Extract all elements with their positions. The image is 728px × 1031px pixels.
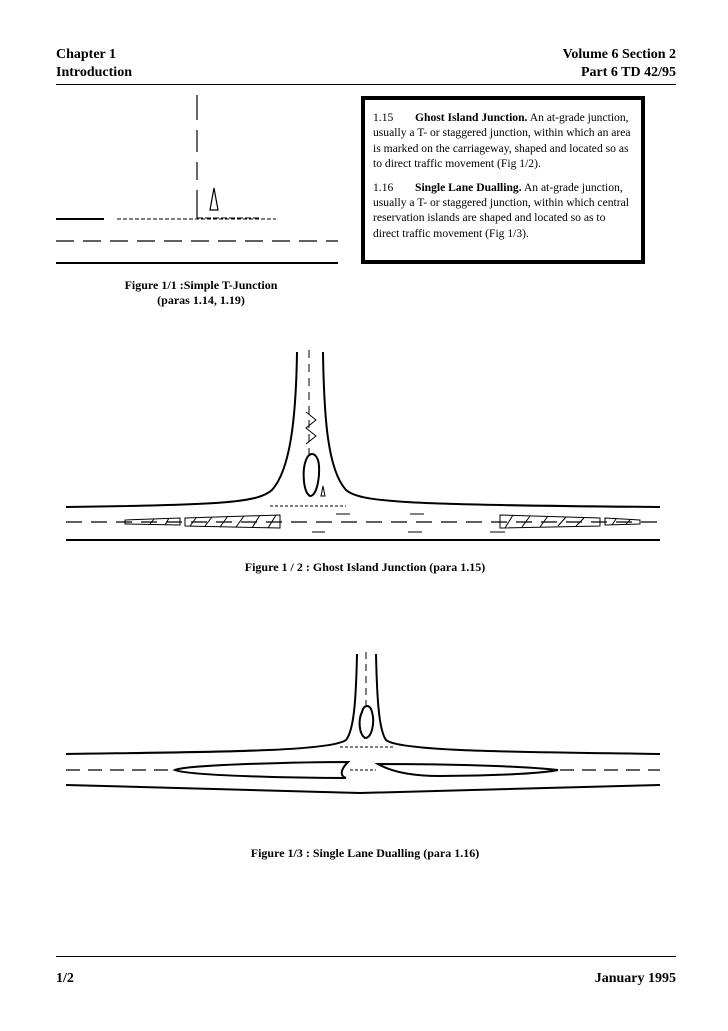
chapter-title: Introduction [56, 65, 132, 80]
definition-number: 1.16 [373, 180, 394, 194]
publication-date: January 1995 [594, 971, 676, 986]
figure-1-1-caption [86, 278, 316, 308]
figure-1-1-drawing [56, 95, 338, 263]
chapter-label: Chapter 1 [56, 47, 117, 62]
page-number: 1/2 [56, 971, 74, 986]
definition-term: Ghost Island Junction. [415, 111, 528, 124]
definition-term: Single Lane Dualling. [415, 180, 522, 194]
figure-1-1-caption-title: Figure 1/1 :Simple T-Junction [124, 278, 278, 292]
definition-text: An at-grade junction, usually a T- or staggered junction, within which an area is marked on the carriageway, shaped and located so as to direct traffic movement (Fig 1/2). [373, 111, 631, 171]
part-label: Part 6 TD 42/95 [580, 65, 676, 80]
figure-1-2-caption: Figure 1 / 2 : Ghost Island Junction (para 1.15) [244, 560, 486, 574]
figure-1-1-caption-paras: (paras 1.14, 1.19) [157, 293, 245, 307]
definition-text: An at-grade junction, usually a T- or staggered junction, within which central reservation islands are shaped and located so as to direct traffic movement (Fig 1/3). [373, 180, 629, 240]
figure-1-3-caption: Figure 1/3 : Single Lane Dualling (para 1.16) [250, 846, 480, 860]
figure-1-3-drawing [66, 652, 660, 793]
figure-1-2-drawing [66, 350, 660, 540]
footer-rule [56, 956, 676, 957]
volume-label: Volume 6 Section 2 [562, 47, 676, 62]
definition-number: 1.15 [373, 111, 394, 124]
